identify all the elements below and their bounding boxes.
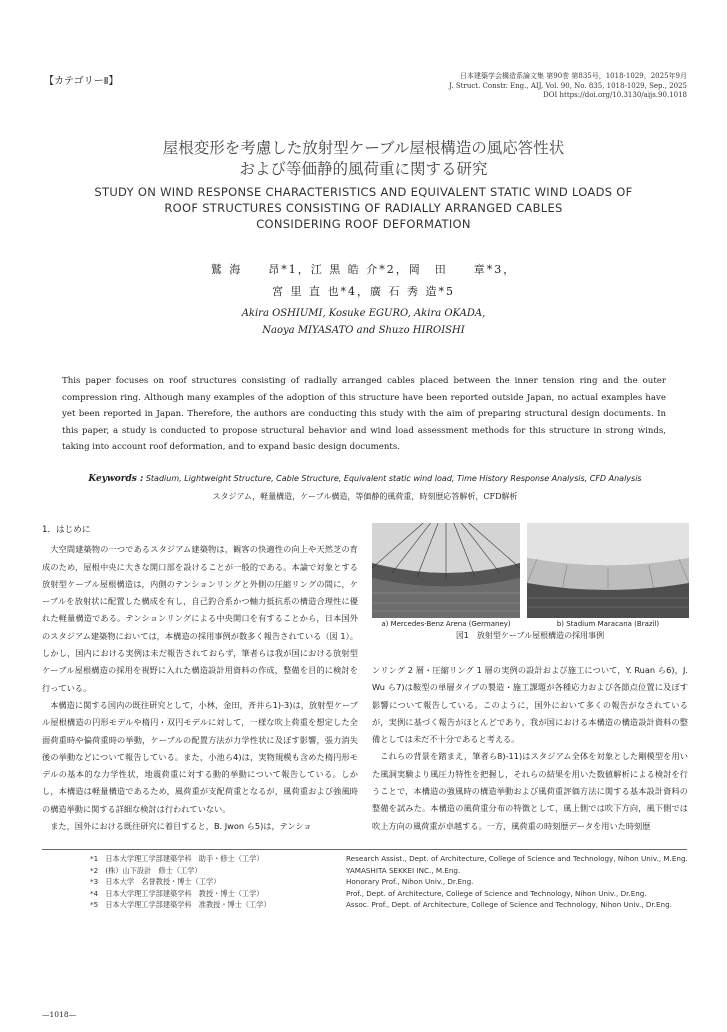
title-ja-line-1: 屋根変形を考慮した放射型ケーブル屋根構造の風応答性状 bbox=[162, 139, 565, 157]
keywords-ja: スタジアム，軽量構造，ケーブル構造，等価静的風荷重，時刻歴応答解析，CFD解析 bbox=[212, 492, 518, 501]
footnote-ja: *2 (株）山下設計 修士（工学） bbox=[90, 865, 202, 875]
title-en-line-1: STUDY ON WIND RESPONSE CHARACTERISTICS AND EQUIVALENT STATIC WIND LOADS OF bbox=[94, 185, 633, 199]
figure-caption-b: b) Stadium Maracana (Brazil) bbox=[556, 620, 660, 628]
authors-ja-line-1: 鷲 海 昂*1，江 黒 皓 介*2，岡 田 章*3， bbox=[210, 263, 517, 276]
section-heading: 1．はじめに bbox=[42, 525, 91, 535]
photo-mercedes-benz-arena bbox=[372, 523, 520, 618]
figure-caption: 図1 放射型ケーブル屋根構造の採用事例 bbox=[455, 631, 605, 640]
category-label: 【カテゴリーⅡ】 bbox=[44, 76, 119, 87]
page-number: —1018— bbox=[42, 1010, 77, 1019]
abstract: This paper focuses on roof structures consisting of radially arranged cables placed between the inner tension ring and the outer compression ring. Although many examples of the adoption of this structure have been reported outside Japan, no actual examples have yet been reported in Japan. Therefore, the authors are conducting this study with the aim of preparing structural design documents. In this paper, a study is conducted to propose structural behavior and wind load assessment methods for this structure in strong winds, taking into account roof deformation, and to expand basic design documents. bbox=[62, 376, 666, 453]
keywords-en: Stadium, Lightweight Structure, Cable Structure, Equivalent static wind load, Time History Response Analysis, CFD Analysis bbox=[145, 474, 642, 483]
paragraph: ンリング 2 層・圧縮リング 1 層の実例の設計および施工について，Y. Ruan ら6)，J. Wu ら7)は鞍型の単層タイプの製造・施工課題が各種応力および各節点位置に及ぼす影響について報告している。このように，国外において多くの報告がなされているが，実例に基づく報告がほとんどであり，我が国における本構造の構造設計資料の整備としては未だ不十分であると考える。 bbox=[372, 665, 688, 745]
authors-japanese bbox=[0, 259, 727, 303]
footnote-divider bbox=[42, 849, 687, 850]
title-japanese bbox=[0, 138, 727, 180]
title-en-line-2: ROOF STRUCTURES CONSISTING OF RADIALLY ARRANGED CABLES bbox=[164, 201, 563, 215]
photo-stadium-maracana bbox=[527, 523, 689, 618]
footnote-en: Honorary Prof., Nihon Univ., Dr.Eng. bbox=[346, 877, 474, 887]
paragraph: これらの背景を踏まえ，筆者ら8)-11)はスタジアム全体を対象とした剛模型を用いた風洞実験より風圧力特性を把握し，それらの結果を用いた数値解析による検討を行うことで，本構造の強風時の構造挙動および風荷重評価方法に関する基本設計資料の整備を試みた。本構造の風荷重分布の特徴として，風上側では吹下方向，風下側では吹上方向の風荷重が卓越する。一方，風荷重の時刻歴データを用いた時刻歴 bbox=[372, 751, 688, 831]
paragraph: 大空間建築物の一つであるスタジアム建築物は，観客の快適性の向上や天然芝の育成のため，屋根中央に大きな開口部を設けることが一般的である。本論で対象とする放射型ケーブル屋根構造は，内側のテンションリングと外側の圧縮リングの間に，ケーブルを放射状に配置した構成を有し，自己釣合系かつ軸力抵抗系の構造合理性に優れた軽量構造である。テンションリングによる中央開口を有することから，日本国外のスタジアム建築物においては，本構造の採用事例が数多く報告されている（図 1）。しかし，国内における実例は未だ報告されておらず，筆者らは我が国における放射型ケーブル屋根構造の採用を視野に入れた構造設計用資料の作成，整備を目的に検討を行っている。 bbox=[42, 544, 358, 693]
title-english bbox=[40, 184, 687, 232]
paragraph: 本構造に関する国内の既往研究として，小林，金田，斉井ら1)-3)は，放射型ケーブル屋根構造の円形モデルや楕円・双円モデルに対して，一様な吹上荷重を想定した全面荷重時や偏荷重時の挙動，ケーブルの配置方法が力学性状に及ぼす影響，張力消失後の挙動などについて報告している。また，小池ら4)は，実物規模も含めた楕円形モデルの基本的な力学性状，地震荷重に対する動的挙動について報告している。しかし，本構造は軽量構造であるため，風荷重が支配荷重となるが，風荷重および強風時の構造挙動に関する詳細な検討は行われていない。 bbox=[42, 699, 358, 814]
title-en-line-3: CONSIDERING ROOF DEFORMATION bbox=[256, 217, 471, 231]
paragraph: また，国外における既往研究に着目すると，B. Jwon ら5)は，テンショ bbox=[50, 821, 312, 832]
footnote-en: Research Assist., Dept. of Architecture, College of Science and Technology, Nihon Univ., M.Eng. bbox=[346, 854, 688, 863]
authors-ja-line-2: 宮 里 直 也*4，廣 石 秀 造*5 bbox=[272, 285, 455, 298]
authors-english bbox=[0, 305, 727, 339]
title-ja-line-2: および等価静的風荷重に関する研究 bbox=[239, 160, 488, 178]
doi-line: DOI https://doi.org/10.3130/aijs.90.1018 bbox=[543, 91, 687, 99]
journal-info bbox=[449, 72, 687, 101]
footnote-ja: *5 日本大学理工学部建築学科 准教授・博士（工学） bbox=[90, 900, 271, 910]
authors-en-line-1: Akira OSHIUMI, Kosuke EGURO, Akira OKADA, bbox=[241, 308, 486, 319]
footnote-ja: *3 日本大学 名誉教授・博士（工学） bbox=[90, 877, 221, 887]
keywords bbox=[60, 470, 670, 505]
keywords-label: Keywords : bbox=[88, 474, 144, 484]
footnotes-japanese bbox=[90, 853, 271, 911]
footnote-en: YAMASHITA SEKKEI INC., M.Eng. bbox=[346, 865, 461, 875]
authors-en-line-2: Naoya MIYASATO and Shuzo HIROISHI bbox=[262, 325, 465, 336]
footnote-ja: *4 日本大学理工学部建築学科 教授・博士（工学） bbox=[90, 888, 264, 898]
right-column bbox=[372, 662, 688, 835]
left-column bbox=[42, 522, 358, 835]
journal-line-en: J. Struct. Constr. Eng., AIJ, Vol. 90, No. 835, 1018-1029, Sep., 2025 bbox=[449, 81, 687, 90]
footnote-en: Prof., Dept. of Architecture, College of Science and Technology, Nihon Univ., Dr.Eng. bbox=[346, 888, 647, 898]
footnotes-english bbox=[346, 853, 688, 911]
footnote-en: Assoc. Prof., Dept. of Architecture, College of Science and Technology, Nihon Univ., Dr.Eng. bbox=[346, 900, 672, 910]
journal-line-ja: 日本建築学会構造系論文集 第90巻 第835号，1018-1029，2025年9月 bbox=[460, 72, 687, 80]
figure-caption-a: a) Mercedes-Benz Arena (Germaney) bbox=[381, 620, 511, 628]
footnote-ja: *1 日本大学理工学部建築学科 助手・修士（工学） bbox=[90, 854, 264, 863]
